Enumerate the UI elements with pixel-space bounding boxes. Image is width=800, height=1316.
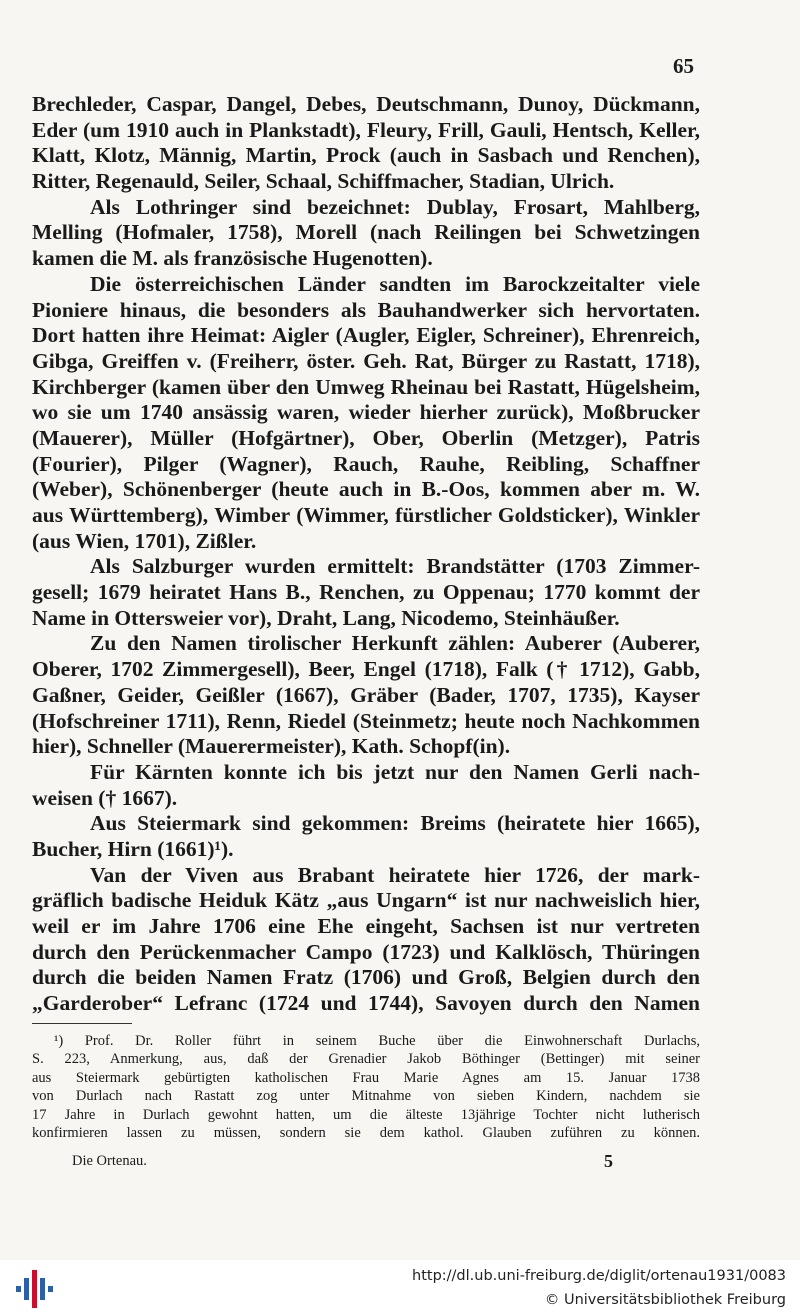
text-line: aus Württemberg), Wimber (Wimmer, fürstlicher Goldsticker), Winkler — [32, 503, 700, 527]
text-line: (Fourier), Pilger (Wagner), Rauch, Rauhe, Reibling, Schaffner — [32, 451, 700, 476]
text-line: Bucher, Hirn (1661)¹). — [32, 836, 234, 861]
page-number: 65 — [673, 54, 694, 78]
text-line: Oberer, 1702 Zimmergesell), Beer, Engel (1718), Falk († 1712), Gabb, — [32, 657, 700, 682]
text-line: Kirchberger (kamen über den Umweg Rheinau bei Rastatt, Hügelsheim, — [32, 374, 700, 399]
footnote-line: S. 223, Anmerkung, aus, daß der Grenadier Jakob Böthinger (Bettinger) mit seiner — [32, 1051, 700, 1068]
text-line: weisen († 1667). — [32, 785, 178, 810]
text-line: Eder (um 1910 auch in Plankstadt), Fleury, Frill, Gauli, Hentsch, Keller, — [32, 117, 700, 142]
text-line: Aus Steiermark sind gekommen: Breims (heiratete hier 1665), — [90, 811, 700, 836]
sheet-number: 5 — [604, 1151, 613, 1171]
footnote-line: von Durlach nach Rastatt zog unter Mitnahme von sieben Kindern, nachdem sie — [32, 1088, 700, 1105]
permalink-url[interactable]: http://dl.ub.uni-freiburg.de/diglit/ortenau1931/0083 — [412, 1268, 786, 1284]
text-line: weil er im Jahre 1706 eine Ehe eingeht, Sachsen ist nur vertreten — [32, 914, 700, 938]
text-line: Pioniere hinaus, die besonders als Bauhandwerker sich hervortaten. — [32, 297, 700, 322]
text-line: „Garderober“ Lefranc (1724 und 1744), Savoyen durch den Namen — [32, 991, 700, 1016]
text-line: Name in Ottersweier vor), Draht, Lang, Nicodemo, Steinhäußer. — [32, 605, 620, 630]
body-text — [32, 92, 700, 1017]
footnote-line: 17 Jahre in Durlach gewohnt hatten, um die älteste 13jährige Tochter nicht lutherisch — [32, 1106, 700, 1123]
text-line: (Weber), Schönenberger (heute auch in B.-Oos, kommen aber m. W. — [32, 477, 700, 502]
text-line: (Mauerer), Müller (Hofgärtner), Ober, Oberlin (Metzger), Patris — [32, 425, 700, 450]
text-line: Brechleder, Caspar, Dangel, Debes, Deutschmann, Dunoy, Dückmann, — [32, 92, 700, 116]
footnote-divider — [32, 1023, 132, 1024]
ub-freiburg-logo-icon[interactable] — [14, 1266, 54, 1312]
text-line: hier), Schneller (Mauerermeister), Kath. Schopf(in). — [32, 734, 511, 759]
text-line: durch die beiden Namen Fratz (1706) und Groß, Belgien durch den — [32, 965, 700, 990]
text-line: Die österreichischen Länder sandten im Barockzeitalter viele — [90, 271, 700, 296]
text-line: kamen die M. als französische Hugenotten). — [32, 246, 433, 271]
text-line: gesell; 1679 heiratet Hans B., Renchen, zu Oppenau; 1770 kommt der — [32, 580, 700, 605]
signature-mark: Die Ortenau. — [72, 1153, 147, 1169]
text-line: Van der Viven aus Brabant heiratete hier 1726, der mark- — [90, 862, 700, 887]
footnote — [32, 1032, 700, 1142]
text-line: wo sie um 1740 ansässig waren, wieder hierher zurück), Moßbrucker — [32, 400, 700, 425]
text-line: Dort hatten ihre Heimat: Aigler (Augler, Eigler, Schreiner), Ehrenreich, — [32, 323, 700, 348]
text-line: Klatt, Klotz, Männig, Martin, Prock (auch in Sasbach und Renchen), — [32, 143, 700, 168]
text-line: (aus Wien, 1701), Zißler. — [32, 528, 257, 553]
text-line: gräflich badische Heiduk Kätz „aus Ungarn“ ist nur nachweislich hier, — [32, 888, 700, 913]
text-line: Als Salzburger wurden ermittelt: Brandstätter (1703 Zimmer- — [90, 554, 700, 579]
text-line: Ritter, Regenauld, Seiler, Schaal, Schiffmacher, Stadian, Ulrich. — [32, 169, 615, 194]
text-line: Gaßner, Geider, Geißler (1667), Gräber (Bader, 1707, 1735), Kayser — [32, 682, 700, 707]
copyright-notice: © Universitätsbibliothek Freiburg — [544, 1292, 786, 1308]
footnote-line: konfirmieren lassen zu müssen, sondern sie dem kathol. Glauben zuführen zu können. — [32, 1124, 700, 1141]
text-line: Als Lothringer sind bezeichnet: Dublay, Frosart, Mahlberg, — [90, 194, 700, 219]
viewer-footer — [0, 1260, 800, 1316]
footnote-line: ¹) Prof. Dr. Roller führt in seinem Buche über die Einwohnerschaft Durlachs, — [54, 1033, 700, 1049]
text-line: Für Kärnten konnte ich bis jetzt nur den Namen Gerli nach- — [90, 759, 700, 784]
text-line: Zu den Namen tirolischer Herkunft zählen: Auberer (Auberer, — [90, 631, 700, 656]
text-line: Melling (Hofmaler, 1758), Morell (nach Reilingen bei Schwetzingen — [32, 220, 700, 245]
footnote-line: aus Steiermark gebürtigten katholischen Frau Marie Agnes am 15. Januar 1738 — [32, 1069, 700, 1086]
text-line: (Hofschreiner 1711), Renn, Riedel (Steinmetz; heute noch Nachkommen — [32, 708, 700, 733]
text-line: durch den Perückenmacher Campo (1723) und Kalklösch, Thüringen — [32, 939, 700, 964]
text-line: Gibga, Greiffen v. (Freiherr, öster. Geh. Rat, Bürger zu Rastatt, 1718), — [32, 348, 700, 373]
